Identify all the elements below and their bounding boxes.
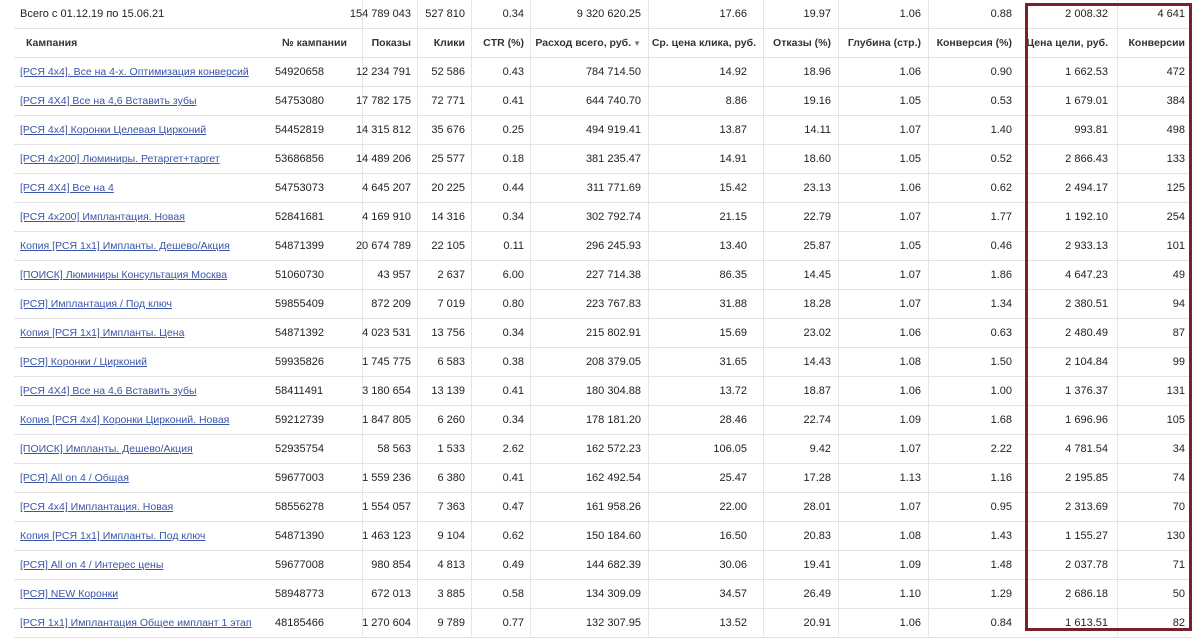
spend-cell: 144 682.39 [585,559,641,571]
impressions-cell: 14 489 206 [355,153,411,165]
clicks-cell: 20 225 [431,182,465,194]
depth-cell: 1.09 [899,414,921,426]
goal-price-cell: 2 104.84 [1065,356,1108,368]
conversion-cell: 1.43 [990,530,1012,542]
conversions-cell: 50 [1172,588,1185,600]
campaign-id: 54920658 [275,66,324,78]
avg-cpc-cell: 14.92 [719,66,747,78]
totals-label: Всего с 01.12.19 по 15.06.21 [20,8,165,20]
spend-cell: 134 309.09 [585,588,641,600]
conversion-cell: 0.53 [990,95,1012,107]
bounces-cell: 19.16 [803,95,831,107]
campaign-link[interactable]: [РСЯ] All on 4 / Общая [20,472,129,484]
conversions-cell: 71 [1172,559,1185,571]
spend-cell: 227 714.38 [585,269,641,281]
goal-price-cell: 2 866.43 [1065,153,1108,165]
campaign-link[interactable]: [РСЯ 4X4] Все на 4,6 Вставить зубы [20,385,197,397]
goal-price-cell: 1 613.51 [1065,617,1108,629]
campaign-link[interactable]: [РСЯ] Коронки / Цирконий [20,356,147,368]
ctr-cell: 0.11 [503,240,524,252]
conversions-cell: 87 [1172,327,1185,339]
clicks-cell: 14 316 [431,211,465,223]
ctr-cell: 0.47 [502,501,524,513]
ctr-cell: 0.25 [502,124,524,136]
campaign-id: 58948773 [275,588,324,600]
campaign-id: 54871392 [275,327,324,339]
conversion-cell: 0.46 [990,240,1012,252]
totals-impressions: 154 789 043 [349,8,411,20]
bounces-cell: 17.28 [803,472,831,484]
spend-cell: 150 184.60 [585,530,641,542]
clicks-cell: 72 771 [431,95,465,107]
depth-cell: 1.06 [899,617,921,629]
depth-cell: 1.07 [899,211,921,223]
clicks-cell: 2 637 [437,269,465,281]
conversion-cell: 1.77 [990,211,1012,223]
table-row [0,290,1200,319]
header-avg-cpc[interactable]: Ср. цена клика, руб. [651,37,756,49]
depth-cell: 1.07 [899,443,921,455]
table-row [0,203,1200,232]
clicks-cell: 6 583 [437,356,465,368]
table-row [0,435,1200,464]
impressions-cell: 1 847 805 [362,414,411,426]
impressions-cell: 12 234 791 [355,66,411,78]
impressions-cell: 4 645 207 [362,182,411,194]
campaign-id: 54871399 [275,240,324,252]
avg-cpc-cell: 14.91 [719,153,747,165]
campaign-id: 58411491 [275,385,324,397]
impressions-cell: 20 674 789 [355,240,411,252]
table-row [0,493,1200,522]
header-impressions[interactable]: Показы [371,37,411,49]
bounces-cell: 20.83 [803,530,831,542]
campaign-link[interactable]: Копия [РСЯ 4x4] Коронки Цирконий. Новая [20,414,230,426]
conversion-cell: 1.34 [990,298,1012,310]
depth-cell: 1.06 [899,66,921,78]
campaign-id: 59935826 [275,356,324,368]
ctr-cell: 0.62 [502,530,524,542]
bounces-cell: 18.96 [803,66,831,78]
spend-cell: 494 919.41 [585,124,641,136]
campaign-link[interactable]: [РСЯ 4x4] Коронки Целевая Цирконий [20,124,207,136]
ctr-cell: 0.49 [502,559,524,571]
spend-cell: 381 235.47 [585,153,641,165]
depth-cell: 1.06 [899,327,921,339]
table-row [0,319,1200,348]
goal-price-cell: 1 192.10 [1065,211,1108,223]
ctr-cell: 0.44 [502,182,524,194]
campaign-link[interactable]: Копия [РСЯ 1x1] Импланты. Цена [20,327,185,339]
clicks-cell: 7 019 [437,298,465,310]
impressions-cell: 1 270 604 [362,617,411,629]
ctr-cell: 0.34 [502,327,524,339]
conversion-cell: 1.29 [990,588,1012,600]
conversion-cell: 1.68 [990,414,1012,426]
conversions-cell: 49 [1172,269,1185,281]
depth-cell: 1.05 [899,95,921,107]
depth-cell: 1.13 [899,472,921,484]
goal-price-cell: 2 380.51 [1065,298,1108,310]
campaign-link[interactable]: [РСЯ 4x4]. Все на 4-х. Оптимизация конверсий [20,66,249,78]
spend-cell: 162 492.54 [585,472,641,484]
campaign-link[interactable]: [РСЯ 4x4] Имплантация. Новая [20,501,174,513]
bounces-cell: 18.28 [803,298,831,310]
impressions-cell: 872 209 [371,298,411,310]
bounces-cell: 25.87 [803,240,831,252]
impressions-cell: 17 782 175 [355,95,411,107]
depth-cell: 1.08 [899,356,921,368]
impressions-cell: 1 745 775 [362,356,411,368]
spend-cell: 132 307.95 [585,617,641,629]
campaign-id: 53686856 [275,153,324,165]
bounces-cell: 14.43 [803,356,831,368]
bounces-cell: 9.42 [809,443,831,455]
avg-cpc-cell: 13.87 [719,124,747,136]
conversions-cell: 70 [1172,501,1185,513]
avg-cpc-cell: 31.88 [719,298,747,310]
campaign-link[interactable]: [РСЯ 4X4] Все на 4 [20,182,114,194]
header-goal-price[interactable]: Цена цели, руб. [1026,37,1108,49]
campaign-id: 59677008 [275,559,324,571]
clicks-cell: 35 676 [431,124,465,136]
impressions-cell: 672 013 [371,588,411,600]
campaign-id: 54871390 [275,530,324,542]
conversion-cell: 0.52 [990,153,1012,165]
goal-price-cell: 1 155.27 [1065,530,1108,542]
campaign-link[interactable]: [ПОИСК] Импланты. Дешево/Акция [20,443,193,455]
totals-goal-price: 2 008.32 [1065,8,1108,20]
bounces-cell: 23.13 [803,182,831,194]
conversions-cell: 82 [1172,617,1185,629]
header-campaign[interactable]: Кампания [26,37,78,49]
header-conversion[interactable]: Конверсия (%) [936,37,1012,49]
totals-avg-cpc: 17.66 [719,8,747,20]
conversion-cell: 0.84 [990,617,1012,629]
clicks-cell: 7 363 [437,501,465,513]
clicks-cell: 9 789 [437,617,465,629]
impressions-cell: 4 169 910 [362,211,411,223]
conversion-cell: 1.40 [990,124,1012,136]
clicks-cell: 4 813 [437,559,465,571]
bounces-cell: 22.74 [803,414,831,426]
depth-cell: 1.05 [899,153,921,165]
avg-cpc-cell: 8.86 [725,95,747,107]
campaign-link[interactable]: Копия [РСЯ 1x1] Импланты. Дешево/Акция [20,240,230,252]
spend-cell: 311 771.69 [586,182,641,194]
spend-cell: 644 740.70 [585,95,641,107]
depth-cell: 1.08 [899,530,921,542]
table-row [0,232,1200,261]
table-row [0,609,1200,638]
ctr-cell: 0.77 [502,617,524,629]
table-row [0,580,1200,609]
avg-cpc-cell: 15.42 [719,182,747,194]
spend-cell: 296 245.93 [585,240,641,252]
impressions-cell: 58 563 [377,443,411,455]
campaign-link[interactable]: [РСЯ] NEW Коронки [20,588,119,600]
clicks-cell: 13 756 [431,327,465,339]
campaign-link[interactable]: [ПОИСК] Люминиры Консультация Москва [20,269,228,281]
ctr-cell: 2.62 [502,443,524,455]
avg-cpc-cell: 21.15 [719,211,747,223]
header-bounces[interactable]: Отказы (%) [773,37,831,49]
conversion-cell: 1.50 [990,356,1012,368]
impressions-cell: 43 957 [377,269,411,281]
conversions-cell: 94 [1172,298,1185,310]
header-ctr[interactable]: CTR (%) [483,37,524,49]
header-campaign-id[interactable]: № кампании [282,37,347,49]
ctr-cell: 0.38 [502,356,524,368]
campaign-id: 52935754 [275,443,324,455]
impressions-cell: 4 023 531 [362,327,411,339]
clicks-cell: 6 380 [437,472,465,484]
campaign-id: 51060730 [275,269,324,281]
header-clicks[interactable]: Клики [433,37,465,49]
depth-cell: 1.07 [899,124,921,136]
avg-cpc-cell: 16.50 [719,530,747,542]
campaign-id: 58556278 [275,501,324,513]
bounces-cell: 20.91 [803,617,831,629]
goal-price-cell: 993.81 [1074,124,1108,136]
conversions-cell: 384 [1166,95,1185,107]
table-row [0,348,1200,377]
sort-desc-icon[interactable]: ▼ [633,39,641,48]
avg-cpc-cell: 34.57 [719,588,747,600]
conversions-cell: 472 [1166,66,1185,78]
goal-price-cell: 1 679.01 [1065,95,1108,107]
table-header [0,29,1200,58]
conversions-cell: 131 [1166,385,1185,397]
avg-cpc-cell: 28.46 [719,414,747,426]
ctr-cell: 0.41 [502,385,524,397]
conversions-cell: 34 [1172,443,1185,455]
bounces-cell: 22.79 [803,211,831,223]
totals-conversion: 0.88 [990,8,1012,20]
conversion-cell: 0.62 [990,182,1012,194]
depth-cell: 1.10 [899,588,921,600]
bounces-cell: 28.01 [803,501,831,513]
table-row [0,87,1200,116]
table-row [0,58,1200,87]
spend-cell: 208 379.05 [585,356,641,368]
conversion-cell: 0.95 [990,501,1012,513]
clicks-cell: 52 586 [431,66,465,78]
campaign-id: 59212739 [275,414,324,426]
clicks-cell: 9 104 [437,530,465,542]
conversions-cell: 101 [1166,240,1185,252]
header-spend-label: Расход всего, руб. [535,37,632,49]
goal-price-cell: 2 037.78 [1065,559,1108,571]
conversions-cell: 498 [1166,124,1185,136]
conversion-cell: 1.48 [990,559,1012,571]
campaign-link[interactable]: [РСЯ 4X4] Все на 4,6 Вставить зубы [20,95,197,107]
depth-cell: 1.07 [899,269,921,281]
avg-cpc-cell: 86.35 [719,269,747,281]
table-row [0,116,1200,145]
conversions-cell: 130 [1166,530,1185,542]
ctr-cell: 0.43 [502,66,524,78]
conversion-cell: 1.16 [990,472,1012,484]
bounces-cell: 14.45 [803,269,831,281]
campaign-id: 54753073 [275,182,324,194]
spend-cell: 162 572.23 [585,443,641,455]
campaign-id: 59855409 [275,298,324,310]
table-row [0,377,1200,406]
impressions-cell: 1 554 057 [362,501,411,513]
goal-price-cell: 4 781.54 [1065,443,1108,455]
ctr-cell: 0.41 [502,472,524,484]
avg-cpc-cell: 15.69 [719,327,747,339]
goal-price-cell: 2 480.49 [1065,327,1108,339]
spend-cell: 215 802.91 [585,327,641,339]
goal-price-cell: 1 662.53 [1065,66,1108,78]
campaign-link[interactable]: [РСЯ 4x200] Люминиры. Ретаргет+таргет [20,153,220,165]
table-row [0,145,1200,174]
bounces-cell: 26.49 [803,588,831,600]
clicks-cell: 1 533 [437,443,465,455]
campaign-link[interactable]: [РСЯ 4x200] Имплантация. Новая [20,211,185,223]
ctr-cell: 0.18 [502,153,524,165]
table-row [0,261,1200,290]
spend-cell: 161 958.26 [585,501,641,513]
depth-cell: 1.05 [899,240,921,252]
table-row [0,464,1200,493]
header-conversions[interactable]: Конверсии [1128,37,1185,49]
ctr-cell: 0.41 [502,95,524,107]
campaign-id: 52841681 [275,211,324,223]
goal-price-cell: 4 647.23 [1065,269,1108,281]
table-row [0,406,1200,435]
depth-cell: 1.06 [899,182,921,194]
campaign-link[interactable]: Копия [РСЯ 1x1] Импланты. Под ключ [20,530,206,542]
clicks-cell: 22 105 [431,240,465,252]
avg-cpc-cell: 25.47 [719,472,747,484]
conversion-cell: 1.00 [990,385,1012,397]
ctr-cell: 0.34 [502,414,524,426]
spend-cell: 223 767.83 [585,298,641,310]
avg-cpc-cell: 13.52 [719,617,747,629]
table-row [0,174,1200,203]
header-spend[interactable] [524,29,641,58]
goal-price-cell: 1 376.37 [1065,385,1108,397]
campaign-link[interactable]: [РСЯ] All on 4 / Интерес цены [20,559,164,571]
totals-spend: 9 320 620.25 [576,8,641,20]
conversion-cell: 0.90 [990,66,1012,78]
header-depth[interactable]: Глубина (стр.) [847,37,921,49]
spend-cell: 180 304.88 [585,385,641,397]
avg-cpc-cell: 30.06 [719,559,747,571]
conversions-cell: 254 [1166,211,1185,223]
impressions-cell: 3 180 654 [362,385,411,397]
campaign-id: 54452819 [275,124,324,136]
spend-cell: 784 714.50 [585,66,641,78]
bounces-cell: 18.60 [803,153,831,165]
ctr-cell: 0.80 [502,298,524,310]
totals-conversions: 4 641 [1157,8,1185,20]
table-row [0,522,1200,551]
clicks-cell: 13 139 [431,385,465,397]
ctr-cell: 6.00 [502,269,524,281]
spend-cell: 178 181.20 [585,414,641,426]
ctr-cell: 0.58 [502,588,524,600]
conversions-cell: 133 [1166,153,1185,165]
conversions-cell: 99 [1172,356,1185,368]
campaign-id: 48185466 [275,617,324,629]
depth-cell: 1.09 [899,559,921,571]
totals-ctr: 0.34 [502,8,524,20]
impressions-cell: 1 463 123 [362,530,411,542]
bounces-cell: 23.02 [803,327,831,339]
bounces-cell: 14.11 [804,124,831,136]
conversion-cell: 2.22 [990,443,1012,455]
totals-clicks: 527 810 [425,8,465,20]
avg-cpc-cell: 31.65 [719,356,747,368]
campaign-link[interactable]: [РСЯ 1x1] Имплантация Общее имплант 1 этап [20,617,252,629]
goal-price-cell: 2 933.13 [1065,240,1108,252]
conversions-cell: 105 [1166,414,1185,426]
totals-bounces: 19.97 [803,8,831,20]
avg-cpc-cell: 22.00 [719,501,747,513]
totals-depth: 1.06 [899,8,921,20]
clicks-cell: 6 260 [437,414,465,426]
avg-cpc-cell: 13.40 [719,240,747,252]
impressions-cell: 980 854 [371,559,411,571]
goal-price-cell: 2 494.17 [1065,182,1108,194]
clicks-cell: 25 577 [431,153,465,165]
goal-price-cell: 2 195.85 [1065,472,1108,484]
conversions-cell: 74 [1172,472,1185,484]
campaign-id: 59677003 [275,472,324,484]
depth-cell: 1.07 [899,501,921,513]
avg-cpc-cell: 106.05 [713,443,747,455]
spend-cell: 302 792.74 [585,211,641,223]
depth-cell: 1.06 [899,385,921,397]
totals-row [0,0,1200,29]
bounces-cell: 19.41 [803,559,831,571]
conversion-cell: 0.63 [990,327,1012,339]
depth-cell: 1.07 [899,298,921,310]
conversion-cell: 1.86 [990,269,1012,281]
bounces-cell: 18.87 [803,385,831,397]
clicks-cell: 3 885 [437,588,465,600]
campaign-id: 54753080 [275,95,324,107]
avg-cpc-cell: 13.72 [719,385,747,397]
campaign-link[interactable]: [РСЯ] Имплантация / Под ключ [20,298,173,310]
table-row [0,551,1200,580]
goal-price-cell: 1 696.96 [1065,414,1108,426]
conversions-cell: 125 [1166,182,1185,194]
ctr-cell: 0.34 [502,211,524,223]
goal-price-cell: 2 313.69 [1065,501,1108,513]
impressions-cell: 14 315 812 [355,124,411,136]
impressions-cell: 1 559 236 [362,472,411,484]
goal-price-cell: 2 686.18 [1065,588,1108,600]
